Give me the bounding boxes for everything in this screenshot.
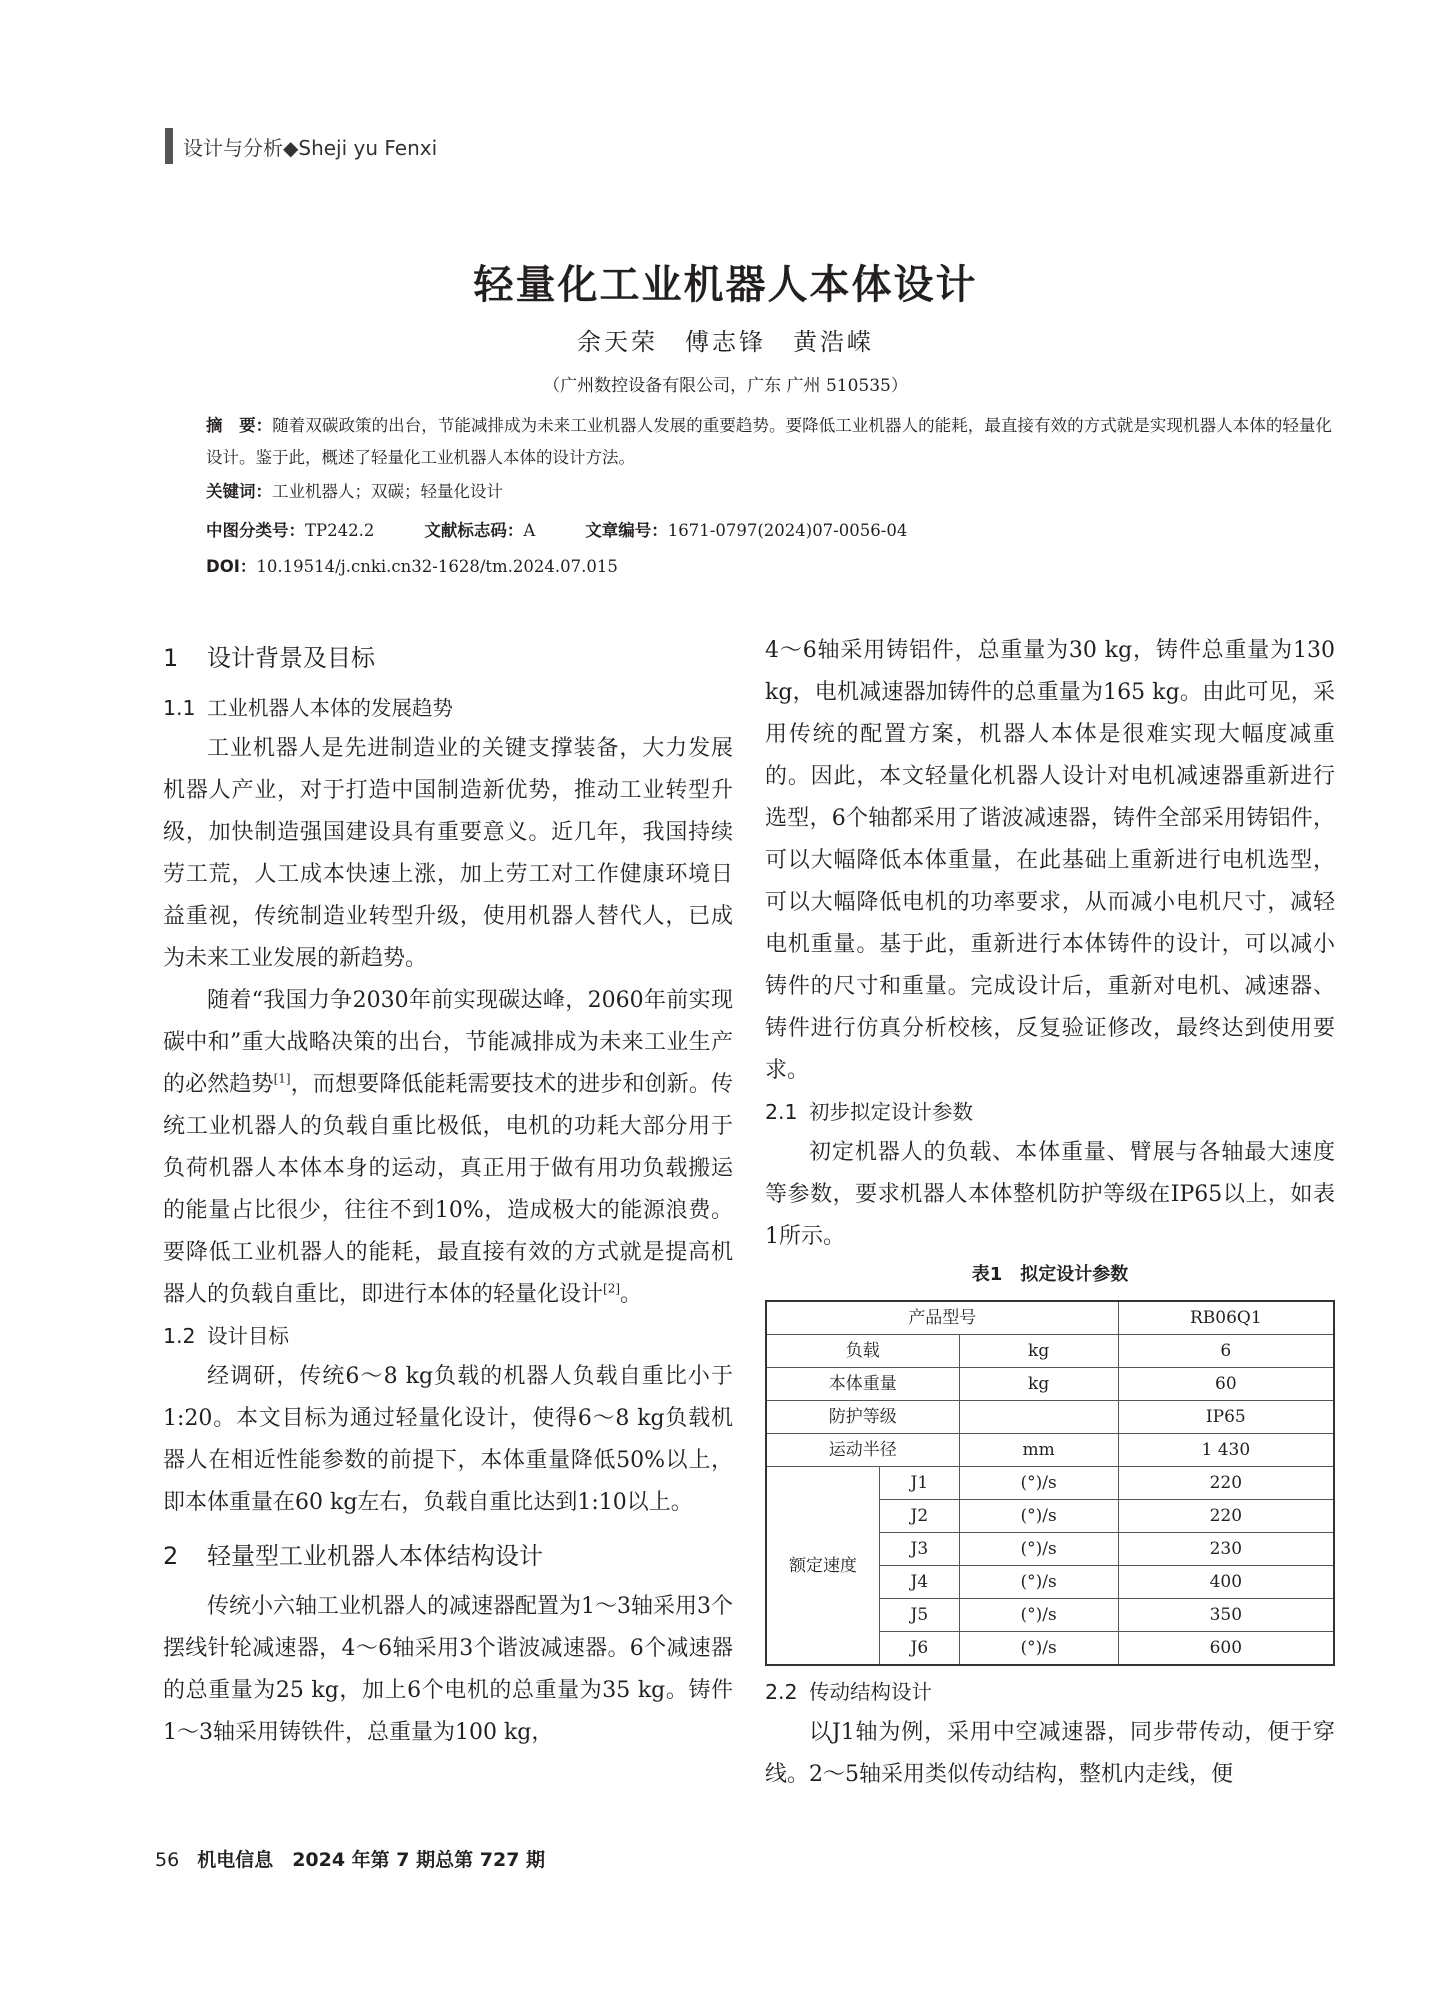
table-cell: 60 (1118, 1368, 1334, 1401)
keywords-text: 工业机器人；双碳；轻量化设计 (272, 482, 503, 501)
table-cell: J6 (880, 1632, 960, 1666)
doc-code-label: 文献标志码： (424, 521, 524, 540)
article-no-label: 文章编号： (585, 521, 668, 540)
doi-label: DOI： (206, 557, 257, 576)
article-no-value: 1671-0797(2024)07-0056-04 (667, 521, 908, 540)
authors: 余天荣 傅志锋 黄浩嵘 (577, 328, 874, 356)
header-text: 设计与分析◆Sheji yu Fenxi (183, 135, 438, 160)
paragraph: 初定机器人的负载、本体重量、臂展与各轴最大速度等参数，要求机器人本体整机防护等级在IP65以上，如表1所示。 (765, 1140, 1335, 1249)
left-column (163, 630, 733, 1754)
keywords-label: 关键词： (206, 482, 272, 501)
affiliation: （广州数控设备有限公司，广东 广州 510535） (543, 376, 908, 396)
table-cell: mm (959, 1434, 1118, 1467)
paragraph: 随着“我国力争2030年前实现碳达峰，2060年前实现碳中和”重大战略决策的出台，节能减排成为未来工业生产的必然趋势[1]，而想要降低能耗需要技术的进步和创新。传统工业机器人的负载自重比极低，电机的功耗大部分用于负荷机器人本体本身的运动，真正用于做有用功负载搬运的能量占比很少，往往不到10%，造成极大的能源浪费。要降低工业机器人的能耗，最直接有效的方式就是提高机器人的负载自重比，即进行本体的轻量化设计[2]。 (163, 988, 733, 1307)
table-row (766, 1301, 1334, 1335)
page-footer (155, 1845, 545, 1872)
table-cell: kg (959, 1335, 1118, 1368)
paragraph: 经调研，传统6～8 kg负载的机器人负载自重比小于1:20。本文目标为通过轻量化设计，使得6～8 kg负载机器人在相近性能参数的前提下，本体重量降低50%以上，即本体重量在60 kg左右，负载自重比达到1:10以上。 (163, 1364, 733, 1515)
table-cell: (°)/s (959, 1599, 1118, 1632)
paragraph: 以J1轴为例，采用中空减速器，同步带传动，便于穿线。2～5轴采用类似传动结构，整机内走线，便 (765, 1720, 1335, 1787)
citation-2: [2] (603, 1281, 621, 1296)
table-cell: 220 (1118, 1500, 1334, 1533)
keywords (206, 476, 1332, 508)
table-cell (959, 1401, 1118, 1434)
table-cell: 220 (1118, 1467, 1334, 1500)
section-heading-2-2: 2.2 传动结构设计 (765, 1680, 932, 1704)
citation-1: [1] (273, 1071, 291, 1086)
table-cell: J3 (880, 1533, 960, 1566)
section-heading-2-1: 2.1 初步拟定设计参数 (765, 1100, 973, 1124)
table-cell: (°)/s (959, 1632, 1118, 1666)
table-row (766, 1368, 1334, 1401)
page-number: 56 (155, 1849, 180, 1871)
classification-line (206, 515, 1332, 547)
table-cell: 防护等级 (766, 1401, 959, 1434)
table-cell: 负载 (766, 1335, 959, 1368)
table-row (766, 1335, 1334, 1368)
section-heading-1: 1 设计背景及目标 (163, 644, 375, 672)
doc-code-value: A (523, 521, 536, 540)
section-heading-1-1: 1.1 工业机器人本体的发展趋势 (163, 696, 453, 720)
clc-value: TP242.2 (305, 521, 375, 540)
table-cell: 运动半径 (766, 1434, 959, 1467)
table-cell: 400 (1118, 1566, 1334, 1599)
paragraph: 4～6轴采用铸铝件，总重量为30 kg，铸件总重量为130 kg，电机减速器加铸件的总重量为165 kg。由此可见，采用传统的配置方案，机器人本体是很难实现大幅度减重的。因此，本文轻量化机器人设计对电机减速器重新进行选型，6个轴都采用了谐波减速器，铸件全部采用铸铝件，可以大幅降低本体重量，在此基础上重新进行电机选型，可以大幅降低电机的功率要求，从而减小电机尺寸，减轻电机重量。基于此，重新进行本体铸件的设计，可以减小铸件的尺寸和重量。完成设计后，重新对电机、减速器、铸件进行仿真分析校核，反复验证修改，最终达到使用要求。 (765, 638, 1335, 1083)
section-heading-1-2: 1.2 设计目标 (163, 1324, 289, 1348)
paragraph: 传统小六轴工业机器人的减速器配置为1～3轴采用3个摆线针轮减速器，4～6轴采用3个谐波减速器。6个减速器的总重量为25 kg，加上6个电机的总重量为35 kg。铸件1～3轴采用铸铁件，总重量为100 kg， (163, 1594, 733, 1745)
clc-label: 中图分类号： (206, 521, 305, 540)
table-cell: (°)/s (959, 1566, 1118, 1599)
section-heading-2: 2 轻量型工业机器人本体结构设计 (163, 1542, 543, 1570)
table-row (766, 1401, 1334, 1434)
abstract-text: 随着双碳政策的出台，节能减排成为未来工业机器人发展的重要趋势。要降低工业机器人的能耗，最直接有效的方式就是实现机器人本体的轻量化设计。鉴于此，概述了轻量化工业机器人本体的设计方法。 (206, 416, 1333, 467)
abstract-label: 摘 要： (206, 416, 273, 435)
running-header (165, 128, 437, 164)
journal-issue: 机电信息 2024 年第 7 期总第 727 期 (197, 1849, 546, 1871)
header-bar (165, 128, 173, 164)
doi-value: 10.19514/j.cnki.cn32-1628/tm.2024.07.015 (256, 557, 618, 576)
table-cell: (°)/s (959, 1467, 1118, 1500)
doi-line (206, 551, 1332, 583)
table-cell: RB06Q1 (1118, 1301, 1334, 1335)
parameter-table (765, 1300, 1335, 1666)
table-cell: J1 (880, 1467, 960, 1500)
paper-title: 轻量化工业机器人本体设计 (473, 262, 978, 308)
table-cell: 产品型号 (766, 1301, 1118, 1335)
right-column (765, 630, 1335, 1796)
table-row (766, 1467, 1334, 1500)
table-cell: 1 430 (1118, 1434, 1334, 1467)
table-cell: 350 (1118, 1599, 1334, 1632)
table-cell: IP65 (1118, 1401, 1334, 1434)
table-cell: J4 (880, 1566, 960, 1599)
table-caption: 表1 拟定设计参数 (971, 1264, 1129, 1285)
table-cell: 6 (1118, 1335, 1334, 1368)
table-cell: J5 (880, 1599, 960, 1632)
table-cell: 600 (1118, 1632, 1334, 1666)
table-cell: kg (959, 1368, 1118, 1401)
table-cell: (°)/s (959, 1533, 1118, 1566)
table-cell: (°)/s (959, 1500, 1118, 1533)
abstract (206, 410, 1332, 474)
table-cell: J2 (880, 1500, 960, 1533)
table-row (766, 1434, 1334, 1467)
table-cell: 额定速度 (766, 1467, 880, 1666)
table-cell: 230 (1118, 1533, 1334, 1566)
table-cell: 本体重量 (766, 1368, 959, 1401)
paragraph: 工业机器人是先进制造业的关键支撑装备，大力发展机器人产业，对于打造中国制造新优势，推动工业转型升级，加快制造强国建设具有重要意义。近几年，我国持续劳工荒，人工成本快速上涨，加上劳工对工作健康环境日益重视，传统制造业转型升级，使用机器人替代人，已成为未来工业发展的新趋势。 (163, 736, 733, 971)
